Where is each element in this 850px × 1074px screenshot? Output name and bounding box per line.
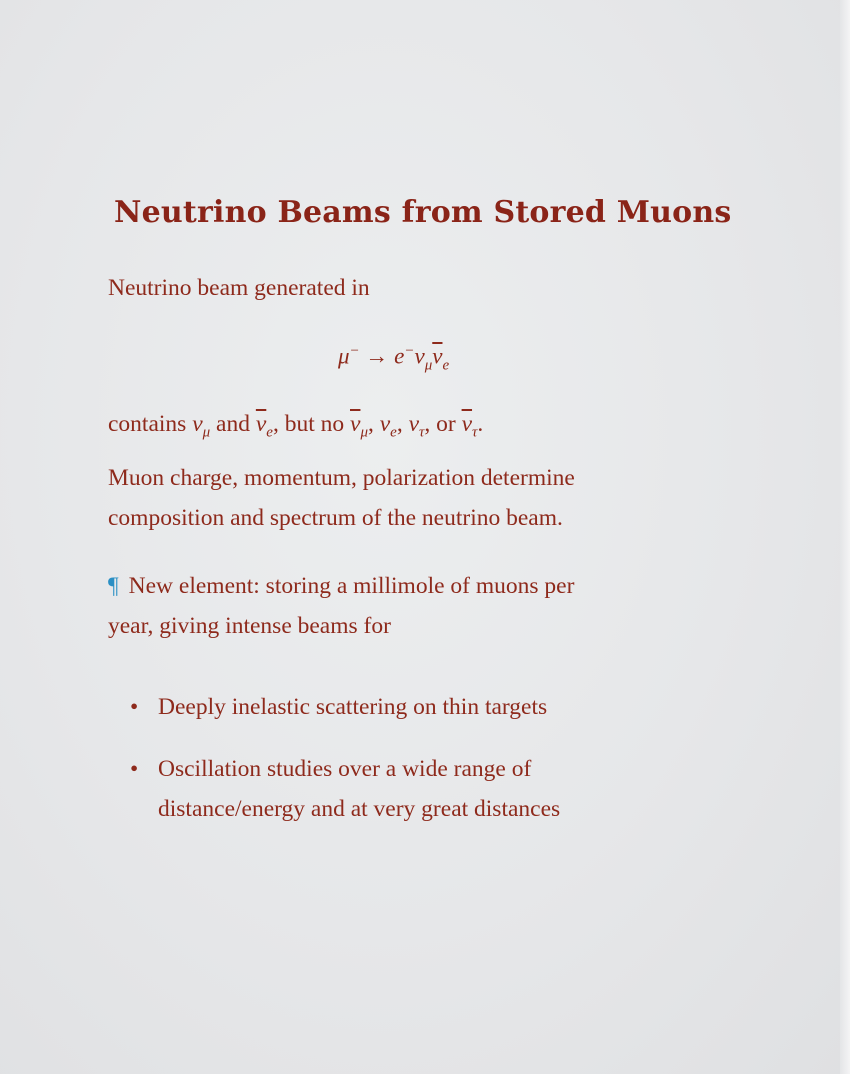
muon-line-1: Muon charge, momentum, polarization determine (108, 465, 575, 491)
contains-word: contains (108, 411, 193, 437)
nu-sub: e (266, 424, 273, 441)
new-element-text: New element: storing a millimole of muons per (128, 573, 575, 599)
list-item (130, 687, 560, 727)
intro-text: Neutrino beam generated in (108, 275, 370, 301)
sym-nubar-mu (350, 411, 368, 441)
formula-nu-mu: ν (414, 343, 425, 369)
pilcrow-icon: ¶ (108, 573, 119, 599)
formula-e-charge: − (404, 343, 415, 359)
bullet-icon: • (130, 756, 139, 782)
nu-glyph: $\overline{\nu}$ (350, 411, 361, 437)
formula-e: e (394, 343, 405, 369)
sym-nubar-e (255, 411, 273, 441)
nu-glyph: ν (408, 411, 420, 437)
new-element-line-2: year, giving intense beams for (108, 613, 391, 639)
comma: , (396, 411, 409, 437)
bullet-text-continued: distance/energy and at very great distances (158, 796, 561, 822)
nu-sub: μ (202, 424, 211, 441)
new-element-line-1 (108, 573, 574, 600)
sym-nu-mu (192, 411, 211, 441)
nu-sub: μ (360, 424, 368, 441)
formula-nu-mu-sub: μ (424, 357, 433, 374)
formula-nubar-e: $\overline{\nu}$ (432, 343, 443, 369)
contains-line (108, 411, 483, 442)
comma: , (367, 411, 380, 437)
nu-sub: τ (419, 424, 425, 441)
muon-line-2: composition and spectrum of the neutrino beam. (108, 505, 563, 531)
slide-title: Neutrino Beams from Stored Muons (114, 195, 732, 230)
list-item (130, 749, 560, 829)
formula-mu: μ (338, 343, 350, 369)
nu-glyph: $\overline{\nu}$ (461, 411, 473, 437)
nu-glyph: ν (379, 411, 391, 437)
period: . (477, 411, 484, 437)
formula-nubar-e-sub: e (442, 357, 450, 374)
butno-word: , but no (272, 411, 350, 437)
bullet-text: Oscillation studies over a wide range of (158, 756, 532, 782)
and-word: and (210, 411, 256, 437)
sym-nu-e (379, 411, 397, 441)
nu-sub: e (390, 424, 397, 441)
bullet-icon: • (130, 694, 139, 720)
sym-nubar-tau (461, 411, 478, 441)
nu-sub: τ (472, 424, 478, 441)
bullet-list (130, 687, 560, 829)
page-edge (840, 0, 850, 1074)
nu-glyph: $\overline{\nu}$ (255, 411, 267, 437)
sym-nu-tau (408, 411, 425, 441)
formula-mu-charge: − (349, 343, 360, 359)
decay-formula (338, 343, 449, 374)
nu-glyph: ν (192, 411, 203, 437)
bullet-text: Deeply inelastic scattering on thin targets (158, 694, 548, 720)
formula-arrow: → (359, 343, 395, 369)
or-word: , or (424, 411, 462, 437)
